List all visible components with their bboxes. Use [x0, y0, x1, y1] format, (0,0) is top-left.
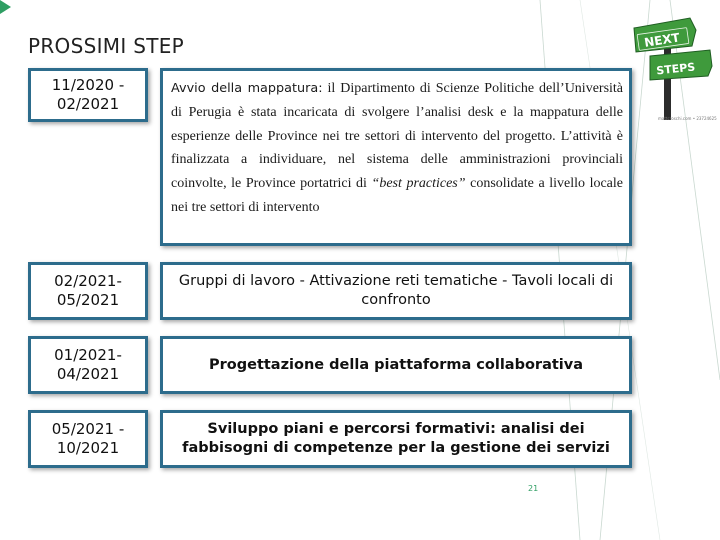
date-start-4: 05/2021 -	[51, 420, 125, 438]
date-end-1: 02/2021	[56, 95, 120, 113]
desc-tail-1: consolidate a livello locale nei tre settori di intervento	[171, 176, 623, 215]
desc-4: Sviluppo piani e percorsi formativi: analisi dei fabbisogni di competenze per la gestione dei servizi	[182, 421, 610, 456]
desc-lead-1: Avvio della mappatura:	[171, 81, 323, 96]
date-start-1: 11/2020 -	[51, 76, 125, 94]
desc-2: Gruppi di lavoro - Attivazione reti tematiche - Tavoli locali di confronto	[178, 273, 614, 308]
date-start-3: 01/2021-	[54, 346, 122, 364]
desc-box-2	[160, 262, 632, 320]
desc-box-3	[160, 336, 632, 394]
desc-main-1: il Dipartimento di Scienze Politiche dell’Università di Perugia è stata incaricata di svolgere l’analisi desk e la mappatura delle esperienze delle Province nei tre settori di intervento del progetto. L’attività è finalizzata a individuare, nel sistema delle amministrazioni provinciali coinvolte, le Province portatrici di	[171, 81, 624, 192]
sign-text-steps: STEPS	[655, 60, 696, 78]
slide-title: PROSSIMI STEP	[28, 34, 185, 58]
date-end-4: 10/2021	[56, 439, 120, 457]
next-steps-sign-icon	[628, 8, 714, 120]
desc-italic-1: “best practices”	[371, 176, 466, 192]
date-box-3	[28, 336, 148, 394]
desc-box-4	[160, 410, 632, 468]
page-number: 21	[528, 484, 539, 493]
sign-text-next: NEXT	[643, 30, 681, 50]
date-end-2: 05/2021	[56, 291, 120, 309]
date-end-3: 04/2021	[56, 365, 120, 383]
desc-3: Progettazione della piattaforma collaborativa	[208, 356, 583, 373]
date-start-2: 02/2021-	[54, 272, 122, 290]
image-credit: mattcroschi.com • 23724625	[658, 116, 717, 121]
date-box-2	[28, 262, 148, 320]
desc-box-1	[160, 68, 632, 246]
corner-triangle	[0, 0, 11, 14]
date-box-4	[28, 410, 148, 468]
date-box-1	[28, 68, 148, 122]
